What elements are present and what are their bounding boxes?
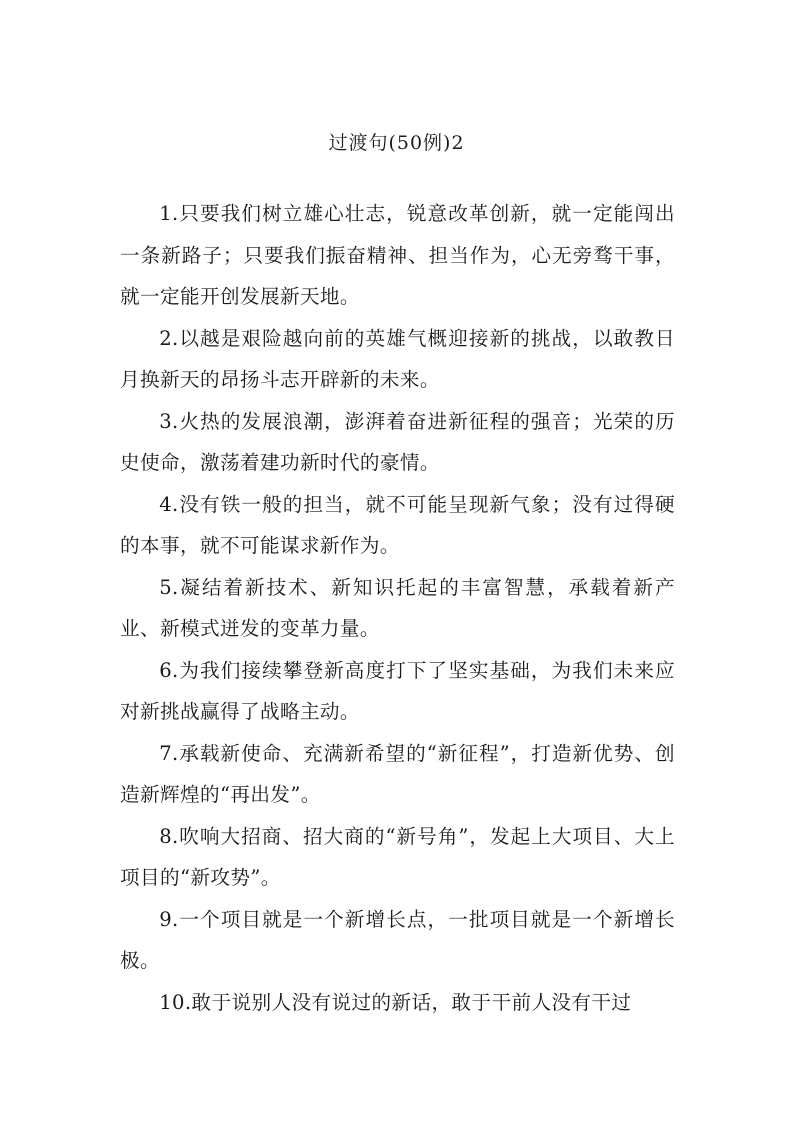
paragraph-5: 5.凝结着新技术、新知识托起的丰富智慧，承载着新产业、新模式迸发的变革力量。 [120,575,675,640]
paragraph-9: 9.一个项目就是一个新增长点，一批项目就是一个新增长极。 [120,907,675,972]
document-body [120,193,675,1023]
paragraph-6: 6.为我们接续攀登新高度打下了坚实基础，为我们未来应对新挑战赢得了战略主动。 [120,658,675,723]
paragraph-7: 7.承载新使命、充满新希望的“新征程”，打造新优势、创造新辉煌的“再出发”。 [120,741,675,806]
paragraph-1: 1.只要我们树立雄心壮志，锐意改革创新，就一定能闯出一条新路子；只要我们振奋精神、担当作为，心无旁骛干事，就一定能开创发展新天地。 [120,202,675,308]
paragraph-4: 4.没有铁一般的担当，就不可能呈现新气象；没有过得硬的本事，就不可能谋求新作为。 [120,492,675,557]
paragraph-2: 2.以越是艰险越向前的英雄气概迎接新的挑战，以敢教日月换新天的昂扬斗志开辟新的未来。 [120,326,675,391]
paragraph-8: 8.吹响大招商、招大商的“新号角”，发起上大项目、大上项目的“新攻势”。 [120,824,675,889]
document-title: 过渡句(50例)2 [328,132,465,154]
paragraph-10: 10.敢于说别人没有说过的新话，敢于干前人没有干过 [159,990,632,1014]
paragraph-3: 3.火热的发展浪潮，澎湃着奋进新征程的强音；光荣的历史使命，激荡着建功新时代的豪情。 [120,409,675,474]
